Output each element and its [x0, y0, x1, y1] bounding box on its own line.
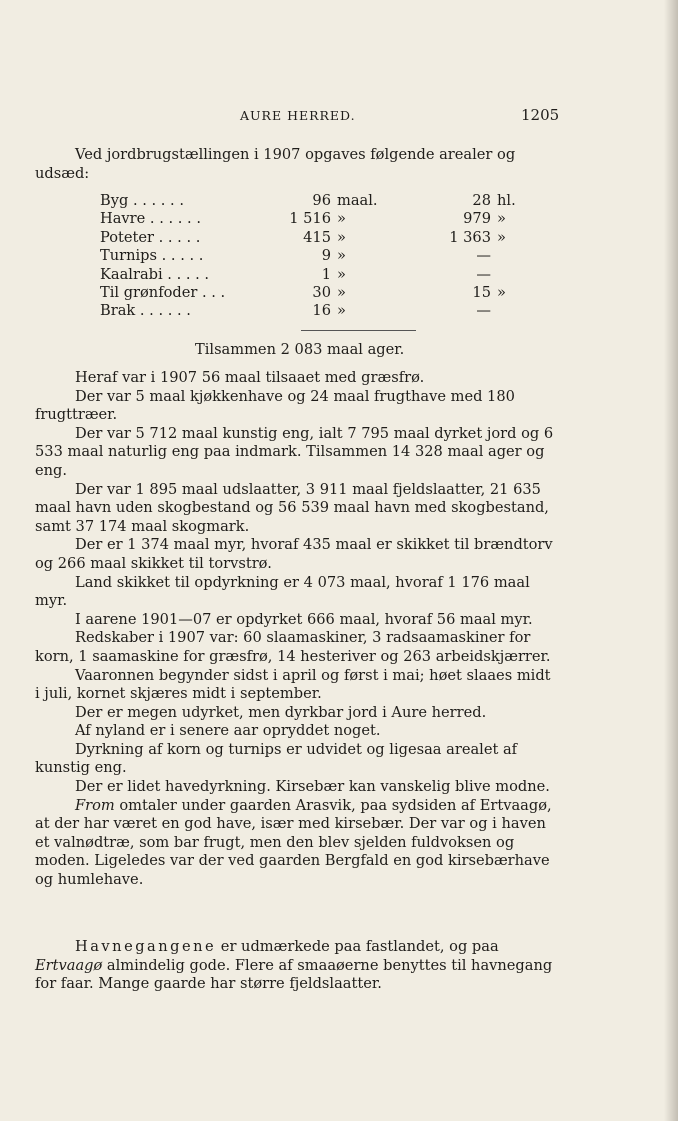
crop-volume-cell: —: [476, 265, 491, 283]
intro-paragraph: Ved jordbrugstællingen i 1907 opgaves følgende arealer og udsæd:: [35, 146, 516, 182]
crop-volume-cell: 15: [472, 284, 491, 302]
crop-row: [100, 302, 516, 320]
crop-vunit-cell: »: [497, 284, 506, 302]
crop-unit-cell: »: [337, 228, 346, 246]
crop-crop-cell: Byg . . . . . .: [100, 192, 184, 209]
crop-row: [100, 210, 516, 228]
crop-crop-cell: Til grønfoder . . .: [100, 284, 226, 302]
crop-volume-cell: 28: [472, 192, 491, 209]
crop-area-cell: 30: [312, 284, 331, 302]
page-edge-shadow: [664, 0, 678, 1121]
crop-unit-cell: »: [337, 284, 346, 302]
crop-table: [100, 192, 516, 321]
crop-area-cell: 9: [321, 247, 331, 265]
crop-crop-cell: Kaalrabi . . . . .: [100, 265, 210, 283]
paragraph: Redskaber i 1907 var: 60 slaamaskiner, 3 radsaamaskiner for korn, 1 saamaskine for græsfrø, 14 hesteriver og 263 arbeidskjærrer.: [35, 629, 551, 665]
crop-unit-cell: »: [337, 210, 346, 228]
crop-total: Tilsammen 2 083 maal ager.: [195, 341, 405, 358]
crop-row: [100, 266, 516, 284]
crop-unit-cell: »: [337, 265, 346, 283]
crop-volume-cell: 979: [463, 210, 491, 228]
paragraph: Der er lidet havedyrkning. Kirsebær kan vanskelig blive modne.: [75, 778, 550, 796]
paragraph: Land skikket til opdyrkning er 4 073 maal, hvoraf 1 176 maal myr.: [35, 573, 530, 610]
paragraph: Der var 1 895 maal udslaatter, 3 911 maal fjeldslaatter, 21 635 maal havn uden skogbestand og 56 539 maal havn med skogbestand, samt 37 174 maal skogmark.: [35, 480, 549, 535]
crop-crop-cell: Brak . . . . . .: [100, 302, 191, 320]
havne-section: [35, 938, 555, 994]
crop-area-cell: 415: [303, 228, 331, 246]
crop-row: [100, 192, 516, 210]
crop-row: [100, 229, 516, 247]
author-name: From: [75, 796, 115, 814]
paragraph: Der var 5 maal kjøkkenhave og 24 maal frugthave med 180 frugttræer.: [35, 387, 515, 424]
page-header: [0, 108, 678, 128]
paragraph: Dyrkning af korn og turnips er udvidet og ligesaa arealet af kunstig eng.: [35, 740, 518, 777]
crop-vunit-cell: hl.: [497, 192, 516, 209]
havne-lead: Havnegangene: [75, 938, 217, 955]
from-paragraph-text: omtaler under gaarden Arasvik, paa sydsiden af Ertvaagø, at der har været en god have, især med kirsebær. Der var og i haven et valnødtræ, som bar frugt, men den blev sjelden fuldvoksen og moden. Ligeledes var der ved gaarden Bergfald en god kirsebærhave og humlehave.: [35, 796, 552, 889]
paragraph: Heraf var i 1907 56 maal tilsaaet med græsfrø.: [75, 369, 425, 386]
crop-vunit-cell: [491, 247, 516, 265]
crop-vunit-cell: [491, 302, 516, 320]
crop-crop-cell: Turnips . . . . .: [100, 247, 204, 265]
crop-area-cell: 1 516: [289, 210, 331, 228]
crop-row: [100, 247, 516, 265]
crop-vunit-cell: »: [497, 228, 506, 246]
paragraph: Af nyland er i senere aar opryddet noget.: [75, 722, 381, 740]
havne-text-1: er udmærkede paa fastlandet, og paa: [216, 938, 499, 955]
paragraph: Vaaronnen begynder sidst i april og først i mai; høet slaaes midt i juli, kornet skjæres midt i september.: [35, 666, 551, 703]
crop-area-cell: 1: [321, 265, 331, 283]
crop-volume-cell: 1 363: [449, 228, 491, 246]
crop-row: [100, 284, 516, 302]
crop-unit-cell: »: [337, 302, 346, 320]
crop-vunit-cell: »: [497, 210, 506, 228]
sum-rule: [301, 330, 416, 331]
running-title: AURE HERRED.: [240, 108, 356, 123]
crop-crop-cell: Havre . . . . . .: [100, 210, 201, 228]
body-text: [35, 369, 555, 890]
crop-crop-cell: Poteter . . . . .: [100, 228, 201, 246]
crop-area-cell: 16: [312, 302, 331, 320]
paragraph: Der er megen udyrket, men dyrkbar jord i Aure herred.: [75, 703, 487, 721]
havne-text-2: almindelig gode. Flere af smaaøerne benyttes til havnegang for faar. Mange gaarde har større fjeldslaatter.: [35, 956, 553, 993]
paragraph: Der er 1 374 maal myr, hvoraf 435 maal er skikket til brændtorv og 266 maal skikket til torvstrø.: [35, 536, 553, 572]
page-number: 1205: [521, 106, 560, 124]
from-paragraph: [35, 797, 555, 890]
crop-vunit-cell: [491, 266, 516, 284]
crop-unit-cell: »: [337, 247, 346, 265]
paragraph: Der var 5 712 maal kunstig eng, ialt 7 795 maal dyrket jord og 6 533 maal naturlig eng paa indmark. Tilsammen 14 328 maal ager og eng.: [35, 424, 554, 479]
place-name: Ertvaagø: [35, 956, 103, 974]
crop-volume-cell: —: [476, 247, 491, 265]
crop-unit-cell: maal.: [337, 192, 378, 209]
crop-area-cell: 96: [312, 192, 331, 209]
crop-volume-cell: —: [476, 302, 491, 320]
paragraph: I aarene 1901—07 er opdyrket 666 maal, hvoraf 56 maal myr.: [75, 610, 533, 628]
havne-paragraph: [35, 938, 555, 994]
